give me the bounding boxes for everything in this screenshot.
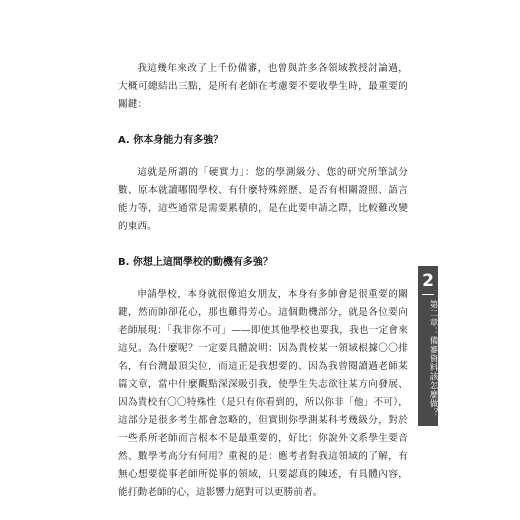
section-b-heading: B. 你想上這間學校的動機有多強？ bbox=[118, 257, 273, 268]
chapter-title: 第二章：備審資料該怎麼做？ bbox=[428, 300, 438, 417]
chapter-number: 2 bbox=[422, 271, 434, 291]
section-b-paragraph: 申請學校，本身就很像追女朋友，本身有多帥會是很重要的關鍵，然而帥卻花心，那也難得芳心。這個動機部分，就是各位要向老師展現：「我非你不可」——即使其他學校也要我，我也一定會來這兒。為什麼呢？一定要具體說明：因為貴校某一領域根據〇〇排名，有台灣最頂尖位，而這正是我想要的、因為我曾閱讀過老師某篇文章，當中什麼觀點深深吸引我，使學生失志欲往某方向發展、因為貴校有〇〇特殊性（是只有你看到的，所以你非「他」不可），這部分是很多考生都會忽略的，但實則你學測某科考幾級分，對於一些系所老師而言根本不是最重要的，好比：你說外文系學生要音然、數學考高分有何用？重視的是：應考者對我這領域的了解，有無心想要從事老師所從事的領域，只要認真的陳述，有具體內容，能打動老師的心，這影響力絕對可以更勝前者。 bbox=[118, 289, 408, 498]
chapter-divider bbox=[422, 294, 434, 295]
section-a-heading: A. 你本身能力有多強？ bbox=[118, 135, 224, 146]
chapter-side-tab bbox=[418, 266, 438, 426]
intro-paragraph: 我這幾年來改了上千份備審，也曾與許多各領域教授討論過，大概可總結出三點，是所有老師在考慮要不要收學生時，最重要的關鍵： bbox=[118, 63, 408, 110]
page-content bbox=[118, 60, 408, 520]
section-a-paragraph: 這就是所謂的「硬實力」：您的學測級分、您的研究所筆試分數、原本就讀哪間學校、有什麼特殊經歷、是否有相關證照、語言能力等，這些通常是需要累積的，是在此要申請之際，比較難改變的東西。 bbox=[118, 167, 408, 232]
